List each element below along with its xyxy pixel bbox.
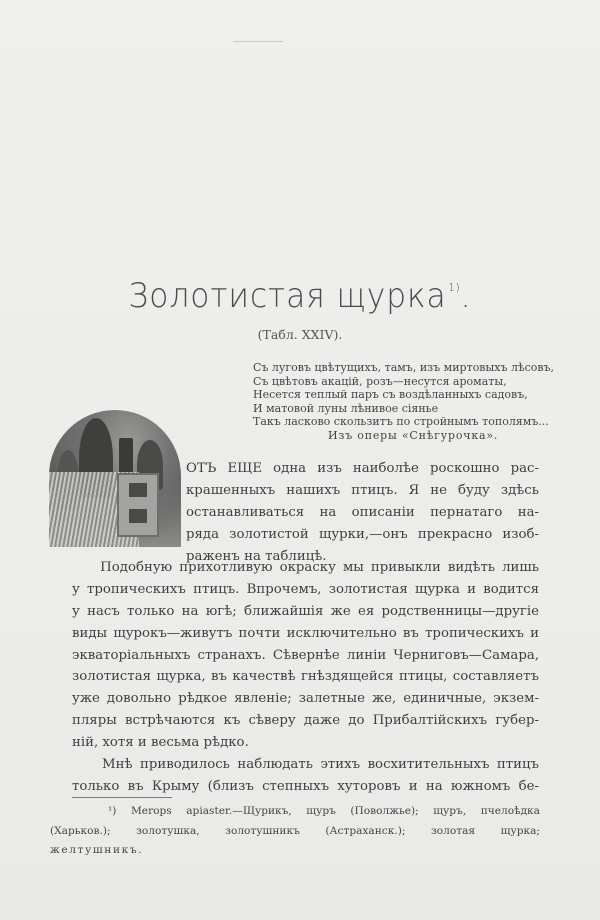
text-line: уже довольно рѣдкое явленіе; залетные же, единичные, экзем- — [72, 691, 539, 707]
epigraph-line: Такъ ласково скользитъ по стройнымъ тополямъ... — [253, 415, 549, 429]
text-line: останавливаться на описаніи пернатаго на- — [186, 504, 539, 520]
epigraph-line: Несется теплый паръ съ воздѣланныхъ садовъ, — [253, 388, 528, 402]
page-title: Золотистая щурка $^{1)}$. — [128, 276, 472, 316]
vignette-illustration — [49, 410, 181, 547]
text-line: у насъ только на югѣ; ближайшія же ея родственницы—другіе — [72, 603, 539, 619]
epigraph — [253, 361, 554, 443]
paragraph-2 — [72, 557, 539, 798]
text-line: только въ Крыму (близъ степныхъ хуторовъ и на южномъ бе- — [72, 778, 539, 794]
footnote — [50, 802, 540, 861]
footnote-line: (Харьков.); золотушка, золотушникъ (Астраханск.); золотая щурка; — [50, 824, 540, 837]
text-line: раженъ на таблицѣ. — [186, 548, 327, 564]
footnote-marker[interactable]: 1) — [448, 281, 461, 294]
text-line: Подобную прихотливую окраску мы привыкли видѣть лишь — [72, 560, 539, 575]
footnote-divider — [72, 797, 172, 798]
paragraph-1 — [186, 458, 539, 567]
text-line: у тропическихъ птицъ. Впрочемъ, золотистая щурка и водится — [72, 581, 539, 597]
footnote-line: ¹) Merops apiaster.—Щурикъ, щуръ (Поволжье); щуръ, пчелоѣдка — [50, 805, 540, 817]
text-line: ряда золотистой щурки,—онъ прекрасно изоб- — [186, 526, 539, 542]
text-line: ній, хотя и весьма рѣдко. — [72, 735, 249, 751]
text-line: Мнѣ приводилось наблюдать этихъ восхитительныхъ птицъ — [72, 757, 539, 773]
text-line: экваторіальныхъ странахъ. Сѣвернѣе линіи Черниговъ—Самара, — [72, 647, 539, 663]
text-line: виды щурокъ—живутъ почти исключительно въ тропическихъ и — [72, 625, 539, 641]
epigraph-line: И матовой луны лѣнивое сіянье — [253, 401, 439, 415]
text-line: крашенныхъ нашихъ птицъ. Я не буду здѣсь — [186, 482, 539, 498]
footnote-line: желтушникъ. — [50, 844, 144, 856]
text-line: пляры встрѣчаются къ сѣверу даже до Прибалтійскихъ губер- — [72, 713, 539, 729]
epigraph-source: Изъ оперы «Снѣгурочка». — [328, 428, 499, 442]
title-text: Золотистая щурка — [128, 276, 447, 316]
text-line: ОТЪ ЕЩЕ одна изъ наиболѣе роскошно рас- — [186, 461, 539, 476]
epigraph-line: Съ луговъ цвѣтущихъ, тамъ, изъ миртовыхъ лѣсовъ, — [253, 361, 555, 374]
epigraph-line: Съ цвѣтовъ акацій, розъ—несутся ароматы, — [253, 374, 507, 388]
text-line: золотистая щурка, въ качествѣ гнѣздящейся птицы, составляетъ — [72, 669, 539, 685]
top-divider — [233, 41, 283, 42]
plate-reference: (Табл. XXIV). — [257, 327, 343, 342]
